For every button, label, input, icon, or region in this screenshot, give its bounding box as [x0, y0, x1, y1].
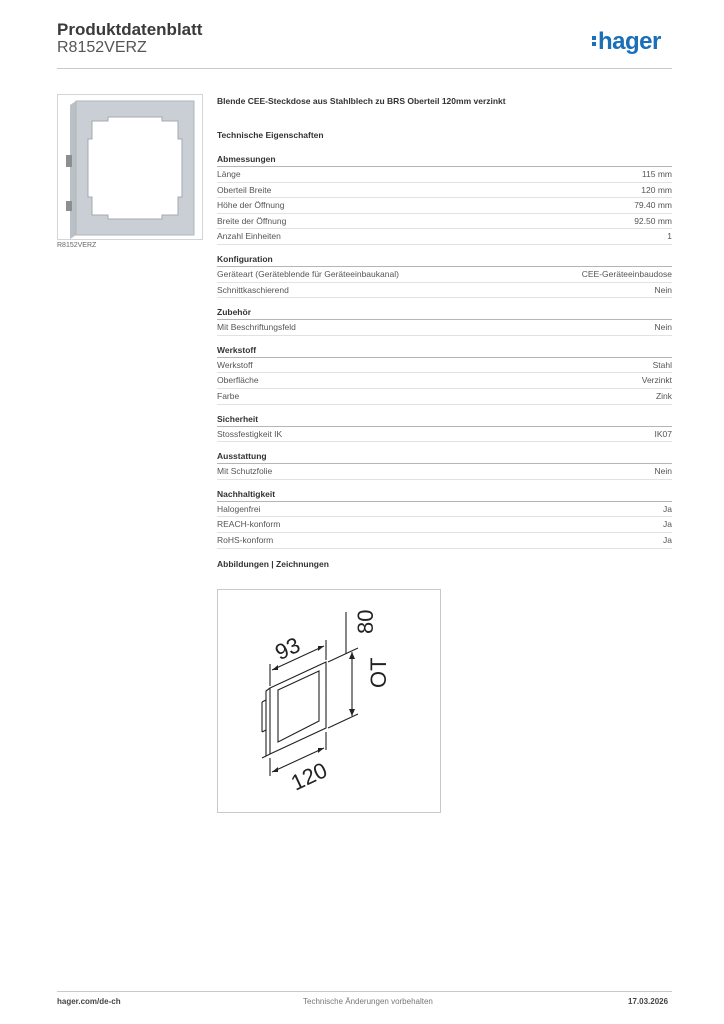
property-row — [217, 517, 672, 533]
section-abmessungen — [217, 154, 672, 245]
property-value: Ja — [663, 519, 672, 530]
product-details — [217, 96, 672, 569]
product-description: Blende CEE-Steckdose aus Stahlblech zu BRS Oberteil 120mm verzinkt — [217, 96, 506, 106]
section-heading: Werkstoff — [217, 345, 672, 358]
section-werkstoff — [217, 345, 672, 405]
section-heading: Abmessungen — [217, 154, 672, 167]
property-label: Farbe — [217, 390, 240, 401]
dim-base-label: 120 — [287, 757, 331, 796]
property-label: Geräteart (Geräteblende für Geräteeinbaukanal) — [217, 268, 399, 279]
frame-plate-icon — [58, 95, 202, 239]
property-value: Stahl — [652, 359, 672, 370]
tech-properties-title: Technische Eigenschaften — [217, 130, 324, 140]
property-value: Nein — [654, 466, 672, 477]
property-label: Höhe der Öffnung — [217, 200, 285, 211]
property-value: 1 — [667, 231, 672, 242]
properties-sections — [217, 154, 672, 549]
dimension-drawing — [217, 589, 441, 813]
property-row — [217, 167, 672, 183]
property-row — [217, 198, 672, 214]
property-row — [217, 502, 672, 518]
drawings-title: Abbildungen | Zeichnungen — [217, 558, 329, 569]
page-title: Produktdatenblatt — [57, 20, 203, 39]
property-label: Schnittkaschierend — [217, 284, 289, 295]
section-konfiguration — [217, 254, 672, 298]
property-row — [217, 464, 672, 480]
property-label: Stossfestigkeit IK — [217, 428, 283, 439]
property-value: 92.50 mm — [634, 215, 672, 226]
property-value: 79.40 mm — [634, 200, 672, 211]
property-label: Mit Beschriftungsfeld — [217, 322, 296, 333]
section-heading: Zubehör — [217, 307, 672, 320]
footer-divider — [57, 991, 672, 992]
section-zubehör — [217, 307, 672, 336]
dim-height-label: 80 — [353, 609, 378, 634]
property-label: Länge — [217, 169, 241, 179]
hager-logo — [592, 28, 661, 56]
property-label: Breite der Öffnung — [217, 215, 287, 226]
section-ausstattung — [217, 451, 672, 480]
property-value: 115 mm — [641, 169, 672, 179]
footer-website-link[interactable]: hager.com/de-ch — [57, 997, 121, 1006]
section-heading: Konfiguration — [217, 254, 672, 267]
property-row — [217, 320, 672, 336]
property-label: Oberteil Breite — [217, 184, 272, 195]
section-nachhaltigkeit — [217, 489, 672, 549]
property-row — [217, 373, 672, 389]
logo-dots-icon — [592, 34, 596, 48]
header-divider — [57, 68, 672, 69]
property-value: Ja — [663, 534, 672, 545]
section-heading: Nachhaltigkeit — [217, 489, 672, 502]
property-label: RoHS-konform — [217, 534, 274, 545]
property-row — [217, 427, 672, 443]
property-value: Zink — [655, 390, 672, 401]
logo-text: hager — [598, 28, 661, 55]
property-label: Anzahl Einheiten — [217, 231, 281, 242]
section-heading: Sicherheit — [217, 414, 672, 427]
property-row — [217, 533, 672, 549]
dim-ot-label: OT — [366, 657, 391, 688]
image-caption: R8152VERZ — [57, 242, 97, 249]
property-label: REACH-konform — [217, 519, 281, 530]
property-row — [217, 183, 672, 199]
property-label: Werkstoff — [217, 359, 253, 370]
property-value: CEE-Geräteeinbaudose — [581, 268, 672, 279]
property-row — [217, 283, 672, 299]
product-image — [57, 94, 203, 240]
property-row — [217, 267, 672, 283]
property-label: Mit Schutzfolie — [217, 466, 273, 477]
footer-notice: Technische Änderungen vorbehalten — [303, 997, 433, 1006]
property-value: IK07 — [654, 428, 672, 439]
product-reference: R8152VERZ — [57, 39, 147, 56]
property-row — [217, 389, 672, 405]
section-heading: Ausstattung — [217, 451, 672, 464]
property-value: Ja — [663, 503, 672, 514]
property-value: 120 mm — [641, 184, 672, 195]
property-value: Nein — [654, 284, 672, 295]
dim-width-label: 93 — [271, 632, 304, 666]
footer-date: 17.03.2026 — [628, 997, 669, 1006]
drawing-svg — [218, 590, 440, 812]
property-label: Halogenfrei — [217, 503, 261, 514]
property-value: Verzinkt — [641, 375, 672, 386]
property-row — [217, 358, 672, 374]
property-row — [217, 229, 672, 245]
section-sicherheit — [217, 414, 672, 443]
property-value: Nein — [654, 322, 672, 333]
property-row — [217, 214, 672, 230]
property-label: Oberfläche — [217, 375, 259, 386]
